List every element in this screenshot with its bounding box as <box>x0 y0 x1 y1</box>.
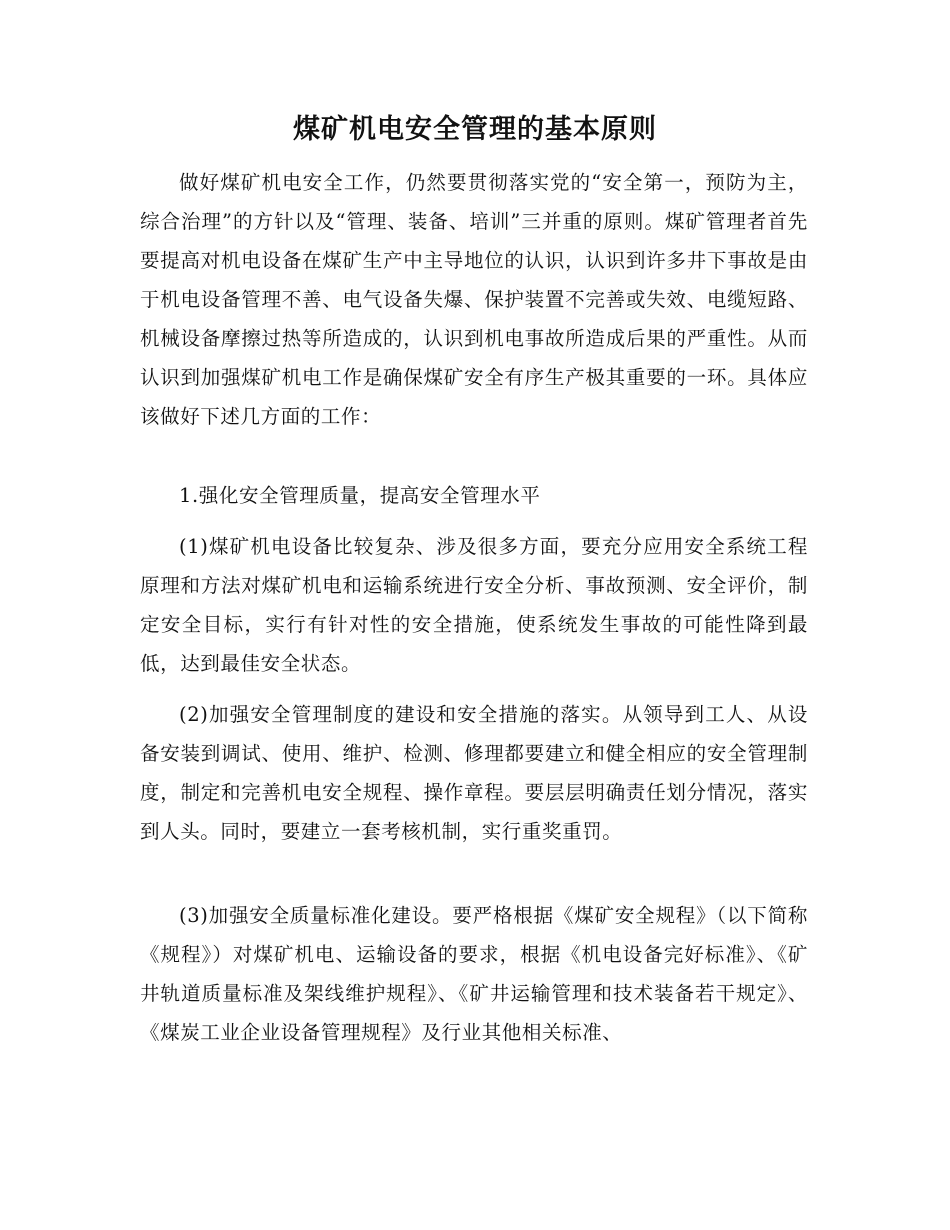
list-item-2-paragraph: (2)加强安全管理制度的建设和安全措施的落实。从领导到工人、从设备安装到调试、使用、维护、检测、修理都要建立和健全相应的安全管理制度，制定和完善机电安全规程、操作章程。要层层明确责任划分情况，落实到人头。同时，要建立一套考核机制，实行重奖重罚。 <box>140 703 808 843</box>
intro-paragraph: 做好煤矿机电安全工作，仍然要贯彻落实党的“安全第一，预防为主，综合治理”的方针以及“管理、装备、培训”三并重的原则。煤矿管理者首先要提高对机电设备在煤矿生产中主导地位的认识，认识到许多井下事故是由于机电设备管理不善、电气设备失爆、保护装置不完善或失效、电缆短路、机械设备摩擦过热等所造成的，认识到机电事故所造成后果的严重性。从而认识到加强煤矿机电工作是确保煤矿安全有序生产极其重要的一环。具体应该做好下述几方面的工作： <box>140 171 808 428</box>
list-item-3-paragraph: (3)加强安全质量标准化建设。要严格根据《煤矿安全规程》（以下简称《规程》）对煤矿机电、运输设备的要求，根据《机电设备完好标准》、《矿井轨道质量标准及架线维护规程》、《矿井运输管理和技术装备若干规定》、《煤炭工业企业设备管理规程》及行业其他相关标准、 <box>140 904 808 1044</box>
list-item-1-paragraph: (1)煤矿机电设备比较复杂、涉及很多方面，要充分应用安全系统工程原理和方法对煤矿机电和运输系统进行安全分析、事故预测、安全评价，制定安全目标，实行有针对性的安全措施，使系统发生事故的可能性降到最低，达到最佳安全状态。 <box>140 535 808 675</box>
document-title: 煤矿机电安全管理的基本原则 <box>293 114 657 145</box>
section-heading-1: 1.强化安全管理质量，提高安全管理水平 <box>179 484 541 507</box>
